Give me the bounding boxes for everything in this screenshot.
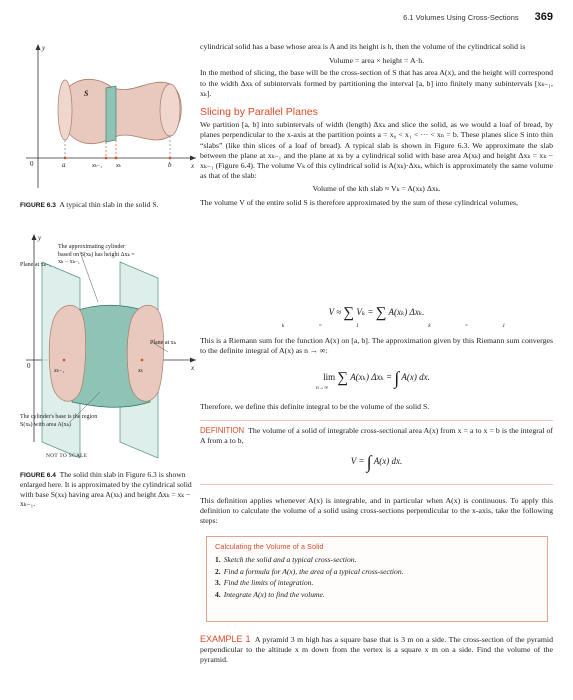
partition-paragraph: We partition [a, b] into subintervals of width (length) Δxₖ and slice the solid, as we would a loaf of bread, by planes perpendicular to the x-axis at the partition points a = x₀ < x₁ < ··· < xₙ = b. These planes slice S into thin “slabs” (like thin slices of a loaf of bread). A typical slab is shown in Figure 6.3. We approximate the slab between the plane at xₖ₋₁ and the plane at xₖ by a cylindrical solid with base area A(xₖ) and height Δxₖ = xₖ − xₖ₋₁ (Figure 6.4). The volume Vₖ of this cylindrical solid is A(xₖ)·Δxₖ, which is approximately the same volume as that of the slab: — [200, 120, 553, 181]
definition-formula — [200, 452, 553, 473]
xk-label: xₖ — [116, 163, 121, 169]
riemann-paragraph: This is a Riemann sum for the function A(x) on [a, b]. The approximation given by this Riemann sum converges to the definite integral of A(x) as n → ∞: — [200, 336, 553, 356]
sum-index-2: k=1 — [428, 323, 540, 329]
cylinder-base-label: The cylinder's base is the region S(xₖ) with area A(xₖ) — [20, 414, 98, 428]
figure-6-3-caption — [20, 200, 196, 210]
main-column — [200, 42, 553, 208]
limit-formula — [200, 368, 553, 389]
step-item — [215, 554, 539, 566]
solid-label-s: S — [84, 89, 89, 98]
slicing-paragraph: In the method of slicing, the base will be the cross-section of S that has area A(x), and the height will correspond to the width Δxₖ of subintervals formed by partitioning the interval [a, b] into finitely many subintervals [xₖ₋₁, xₖ]. — [200, 68, 553, 98]
applies-block — [200, 496, 553, 527]
integral-symbol: ∫ — [366, 452, 372, 472]
running-head — [403, 11, 553, 23]
figure-6-4-label: FIGURE 6.4 — [20, 472, 56, 479]
intro-paragraph: cylindrical solid has a base whose area is A and its height is h, then the volume of the cylindrical solid is — [200, 42, 526, 51]
step-number: 2. — [215, 566, 221, 576]
step-number: 4. — [215, 589, 221, 599]
definition-formula-rhs: A(x) dx. — [373, 456, 403, 466]
xk1-label: xₖ₋₁ — [92, 163, 103, 169]
figure-6-3-label: FIGURE 6.3 — [20, 202, 56, 209]
plane-xk1-label: Plane at xₖ₋₁ — [20, 262, 52, 268]
running-title: 6.1 Volumes Using Cross-Sections — [403, 13, 519, 22]
definition-rule-bottom — [200, 484, 553, 485]
step-text: Find a formula for A(x), the area of a typical cross-section. — [223, 566, 404, 576]
definition-label: DEFINITION — [200, 426, 245, 435]
sum-index-1: k=1 — [281, 323, 393, 329]
steps-box — [206, 536, 548, 622]
x-axis-label: x — [191, 162, 195, 170]
slab-volume-formula: Volume of the kth slab ≈ Vₖ = A(xₖ) Δxₖ. — [312, 184, 441, 194]
figure-6-3-text: A typical thin slab in the solid S. — [59, 200, 159, 209]
plane-xk-label: Plane at xₖ — [150, 340, 176, 346]
definition-formula-lhs: V = — [350, 456, 365, 466]
figure-6-4-text: The solid thin slab in Figure 6.3 is shown enlarged here. It is approximated by the cylindrical solid with base S(xₖ) having area A(xₖ) and height Δxₖ = xₖ − xₖ₋₁. — [20, 470, 192, 509]
limit-lhs: lim — [323, 372, 336, 382]
sigma-symbol: ∑ — [337, 370, 349, 386]
therefore-paragraph: Therefore, we define this definite integral to be the volume of the solid S. — [200, 402, 430, 411]
sum-lhs: V ≈ — [328, 307, 342, 317]
figure-6-3 — [20, 40, 200, 200]
step-number: 1. — [215, 555, 221, 564]
step-text: Find the limits of integration. — [223, 578, 314, 587]
definition-text: The volume of a solid of integrable cross-sectional area A(x) from x = a to x = b is the integral of A from a to b, — [200, 426, 553, 446]
origin-label: 0 — [30, 160, 34, 168]
x-axis-label: x — [191, 364, 195, 372]
figure-6-3-drawing — [20, 40, 200, 200]
step-number: 3. — [215, 578, 221, 587]
approx-cylinder-label: The approximating cylinder based on S(xₖ) has height Δxₖ = xₖ − xₖ₋₁ — [58, 244, 135, 265]
limit-subscript: n→∞ — [316, 385, 329, 391]
definition-rule-top — [200, 420, 553, 421]
sum-index-row — [200, 323, 573, 329]
step-item — [215, 589, 539, 601]
steps-box-title: Calculating the Volume of a Solid — [215, 542, 324, 551]
definition-block — [200, 426, 553, 446]
limit-mid: A(xₖ) Δxₖ = — [350, 372, 393, 382]
limit-rhs: A(x) dx. — [401, 372, 430, 382]
xk1-label: xₖ₋₁ — [54, 368, 65, 374]
figure-6-4-caption — [20, 470, 192, 509]
sigma-symbol: ∑ — [375, 305, 387, 321]
applies-paragraph: This definition applies whenever A(x) is integrable, and in particular when A(x) is continuous. To apply this definition to calculate the volume of a solid using cross-sections perpendicular to the x-axis, take the following steps: — [200, 496, 553, 526]
sum-formula — [200, 305, 553, 322]
sigma-symbol: ∑ — [343, 305, 355, 321]
riemann-block — [200, 336, 553, 356]
origin-label: 0 — [27, 362, 31, 370]
step-text: Sketch the solid and a typical cross-section. — [223, 555, 357, 564]
b-label: b — [168, 161, 172, 169]
section-heading: Slicing by Parallel Planes — [200, 106, 318, 119]
example-text: A pyramid 3 m high has a square base that is 3 m on a side. The cross-section of the pyramid perpendicular to the altitude x m down from the vertex is a square x m on a side. Find the volume of the pyramid. — [200, 635, 553, 665]
page-number: 369 — [534, 11, 553, 23]
y-axis-label: y — [38, 234, 42, 242]
step-item — [215, 577, 539, 589]
sum-term-2: A(xₖ) Δxₖ. — [388, 307, 425, 317]
integral-symbol: ∫ — [394, 368, 400, 388]
y-axis-label: y — [42, 44, 46, 52]
volume-formula: Volume = area × height = A·h. — [328, 56, 425, 66]
not-to-scale-label: NOT TO SCALE — [46, 453, 88, 459]
therefore-block — [200, 402, 553, 412]
entire-solid-paragraph: The volume V of the entire solid S is therefore approximated by the sum of these cylindrical volumes, — [200, 197, 519, 207]
step-text: Integrate A(x) to find the volume. — [223, 589, 325, 599]
example-block — [200, 634, 553, 666]
step-item — [215, 566, 539, 578]
sum-term-1: Vₖ = — [356, 307, 374, 317]
example-label: EXAMPLE 1 — [200, 634, 251, 644]
a-label: a — [62, 161, 66, 169]
xk-label: xₖ — [138, 368, 143, 374]
